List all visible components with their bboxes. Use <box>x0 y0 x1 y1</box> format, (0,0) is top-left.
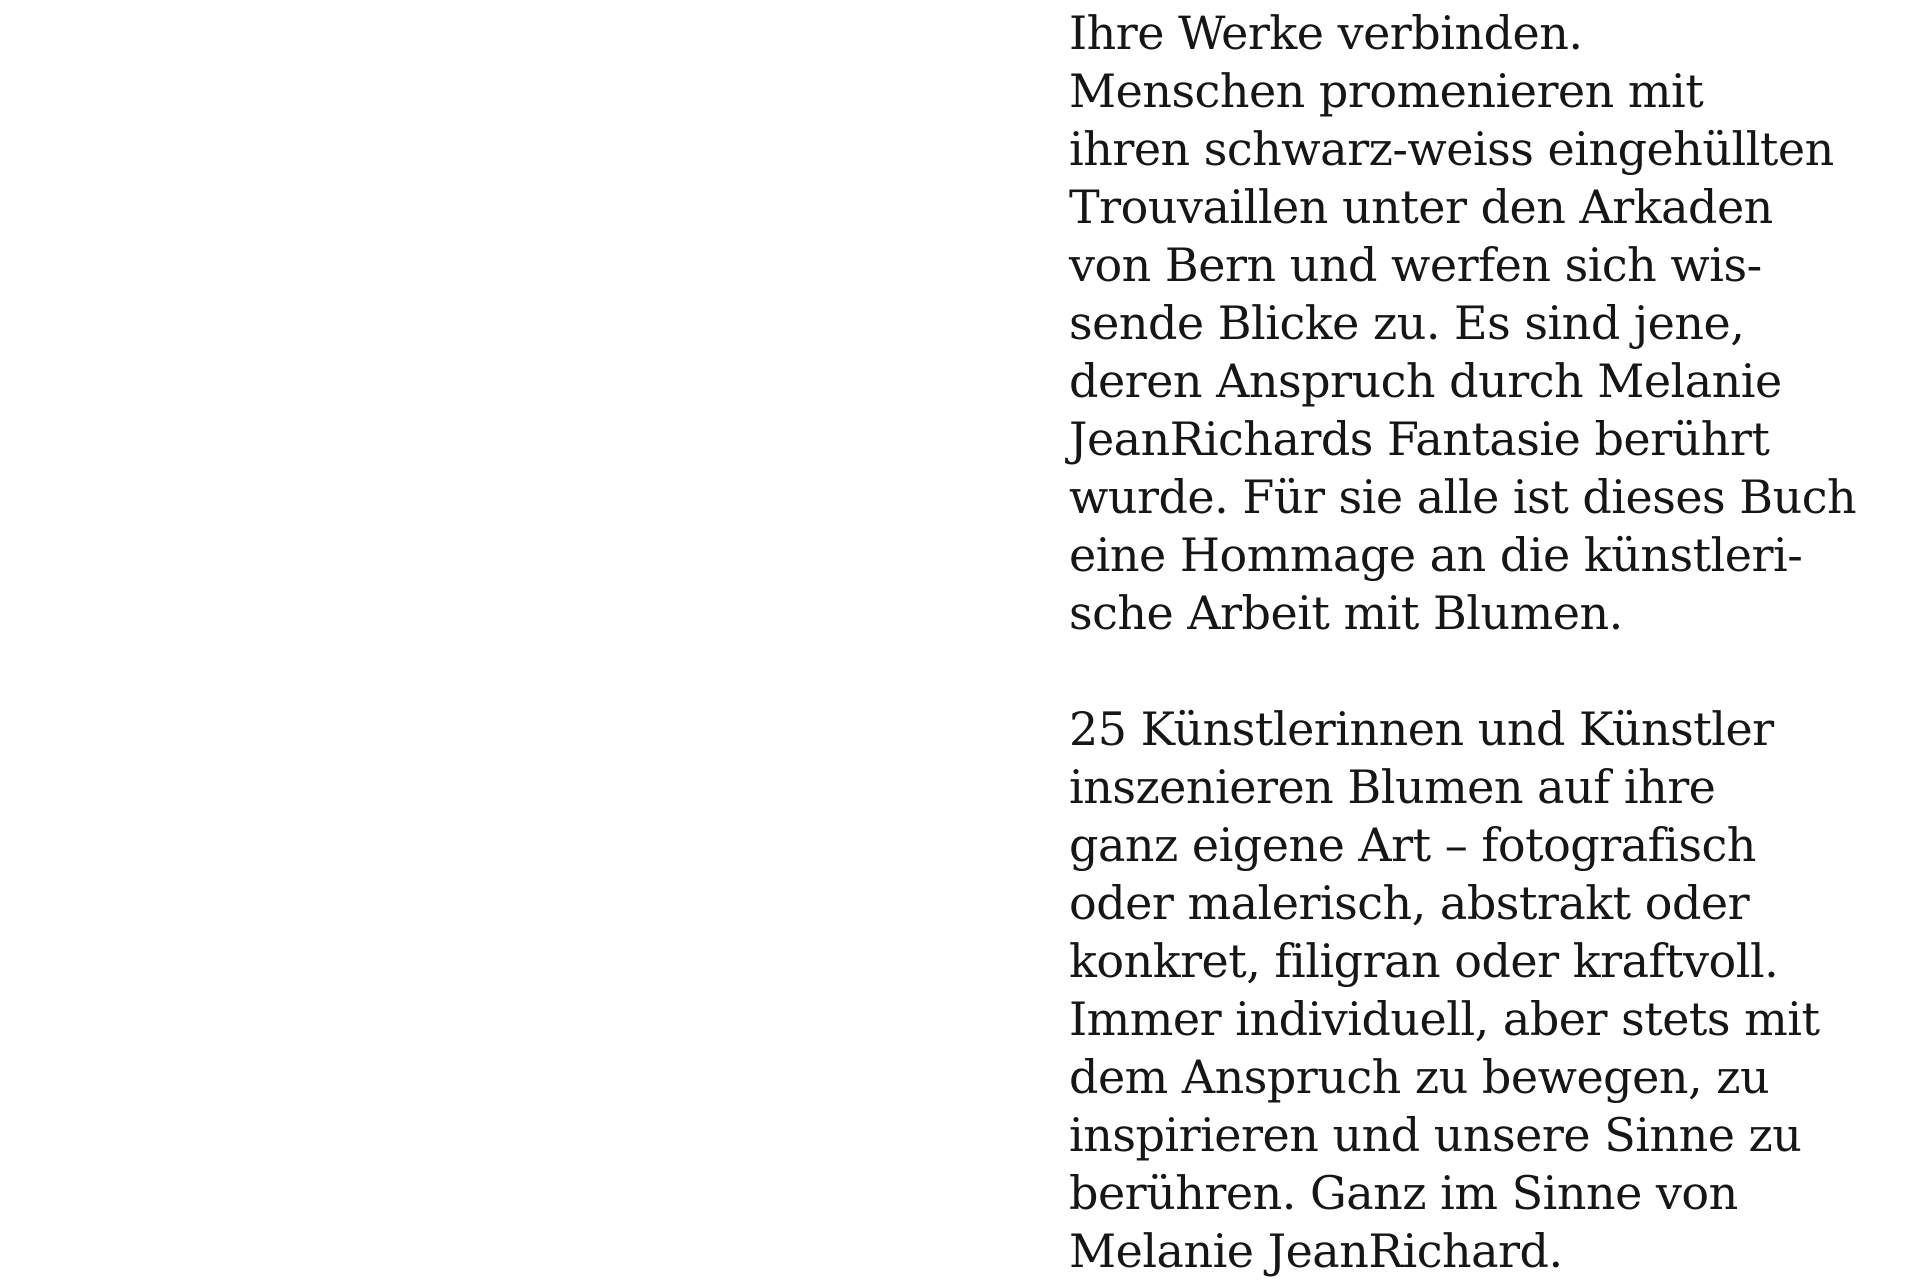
paragraph-gap <box>1069 642 1889 700</box>
text-line: konkret, filigran oder kraftvoll. <box>1069 934 1779 988</box>
text-line: wurde. Für sie alle ist dieses Buch <box>1069 470 1857 524</box>
paragraph-1 <box>1069 4 1889 642</box>
text-line: ganz eigene Art – fotografisch <box>1069 818 1756 872</box>
text-line: oder malerisch, abstrakt oder <box>1069 876 1750 930</box>
text-column <box>1069 4 1889 1280</box>
text-line: ihren schwarz-weiss eingehüllten <box>1069 122 1834 176</box>
text-line: Ihre Werke verbinden. <box>1069 6 1583 60</box>
text-line: 25 Künstlerinnen und Künstler <box>1069 702 1774 756</box>
text-line: von Bern und werfen sich wis- <box>1069 238 1762 292</box>
text-line: Immer individuell, aber stets mit <box>1069 992 1820 1046</box>
text-line: Melanie JeanRichard. <box>1069 1224 1563 1278</box>
text-line: deren Anspruch durch Melanie <box>1069 354 1782 408</box>
paragraph-2 <box>1069 700 1889 1280</box>
text-line: berühren. Ganz im Sinne von <box>1069 1166 1738 1220</box>
text-line: inspirieren und unsere Sinne zu <box>1069 1108 1802 1162</box>
text-line: inszenieren Blumen auf ihre <box>1069 760 1716 814</box>
text-line: dem Anspruch zu bewegen, zu <box>1069 1050 1770 1104</box>
text-line: JeanRichards Fantasie berührt <box>1069 412 1770 466</box>
text-line: eine Hommage an die künstleri- <box>1069 528 1803 582</box>
text-line: Menschen promenieren mit <box>1069 64 1704 118</box>
text-line: sende Blicke zu. Es sind jene, <box>1069 296 1745 350</box>
text-line: sche Arbeit mit Blumen. <box>1069 586 1623 640</box>
text-line: Trouvaillen unter den Arkaden <box>1069 180 1773 234</box>
